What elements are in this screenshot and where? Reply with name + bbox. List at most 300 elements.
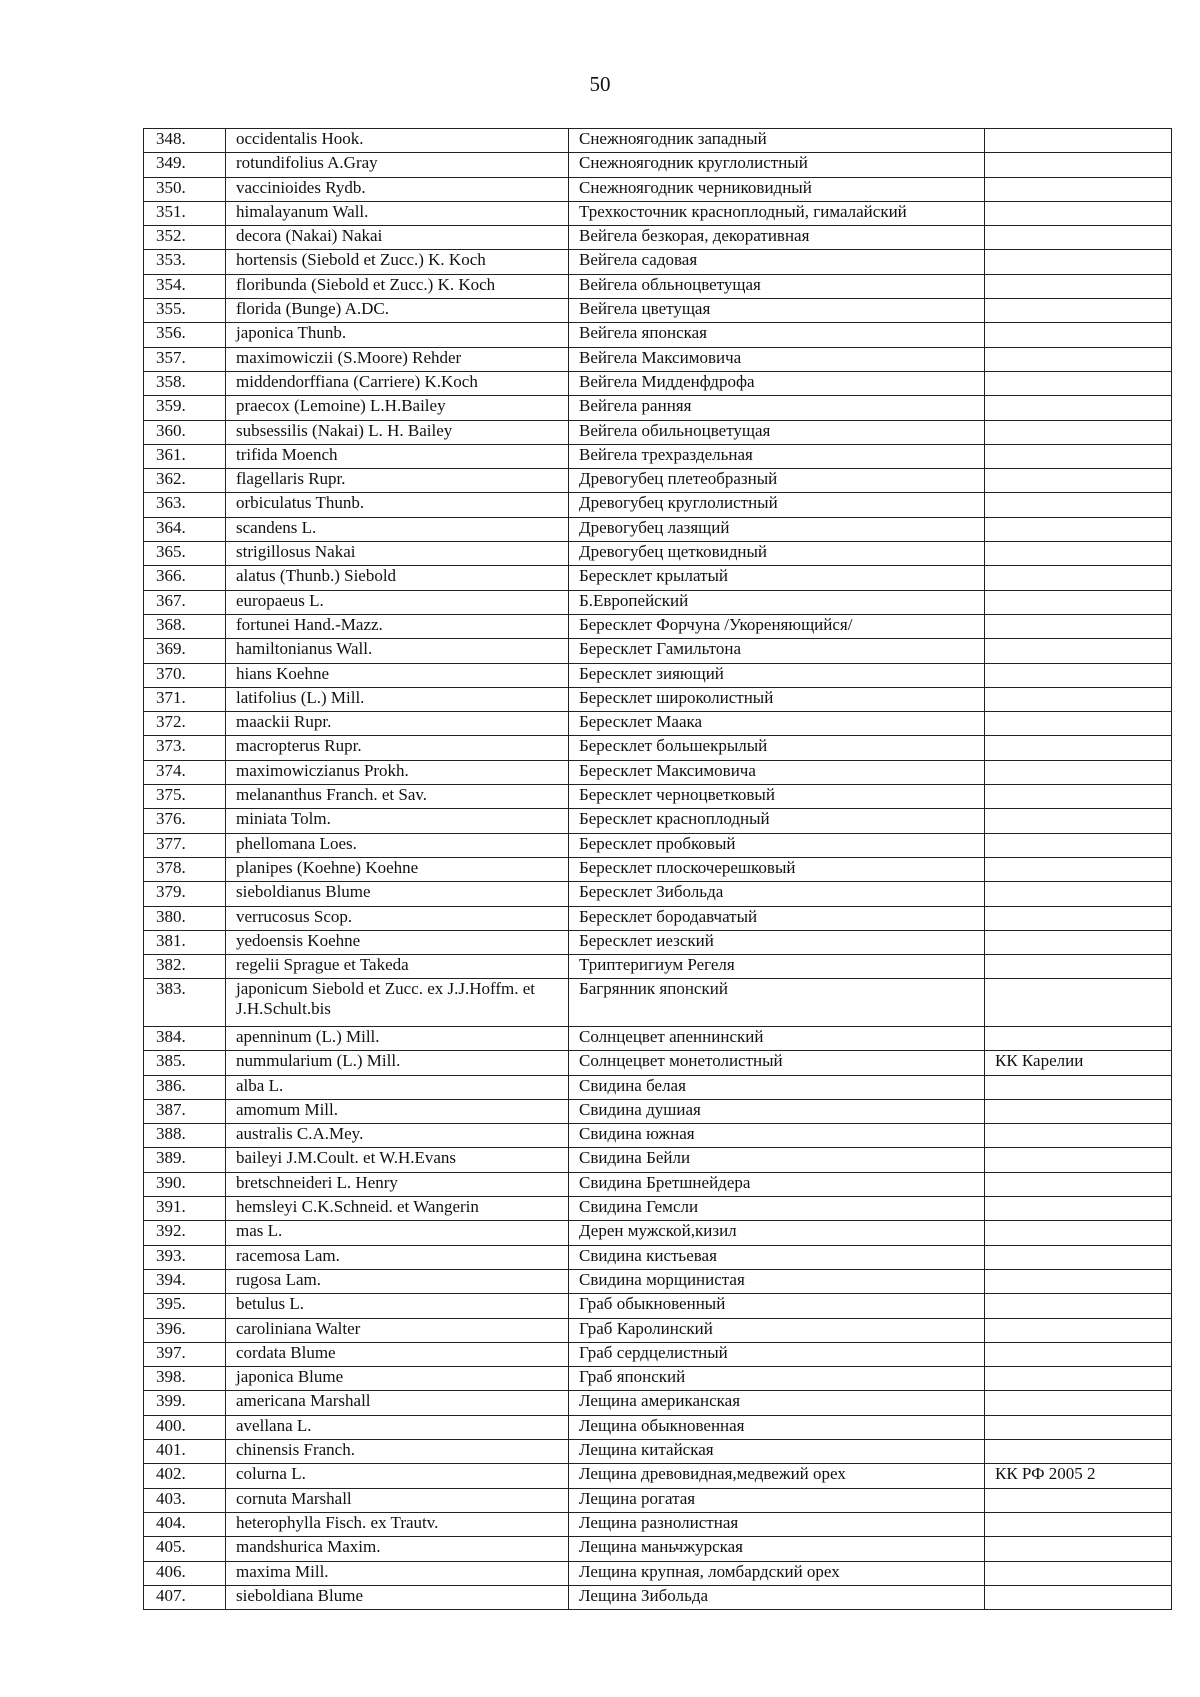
- table-row: [144, 1464, 1172, 1488]
- russian-name-cell: Бересклет пробковый: [569, 833, 985, 857]
- table-row: [144, 1099, 1172, 1123]
- row-number-cell: 389.: [144, 1148, 226, 1172]
- status-note-cell: [985, 1172, 1172, 1196]
- status-note-cell: [985, 614, 1172, 638]
- russian-name-cell: Лещина обыкновенная: [569, 1415, 985, 1439]
- table-row: [144, 1172, 1172, 1196]
- russian-name-cell: Бересклет большекрылый: [569, 736, 985, 760]
- row-number-cell: 386.: [144, 1075, 226, 1099]
- status-note-cell: [985, 1245, 1172, 1269]
- row-number-cell: 370.: [144, 663, 226, 687]
- row-number-cell: 364.: [144, 517, 226, 541]
- row-number-cell: 404.: [144, 1512, 226, 1536]
- table-row: [144, 420, 1172, 444]
- latin-name-cell: japonica Thunb.: [226, 323, 569, 347]
- russian-name-cell: Вейгела Максимовича: [569, 347, 985, 371]
- latin-name-cell: himalayanum Wall.: [226, 201, 569, 225]
- russian-name-cell: Бересклет Форчуна /Укореняющийся/: [569, 614, 985, 638]
- status-note-cell: [985, 930, 1172, 954]
- russian-name-cell: Снежноягодник круглолистный: [569, 153, 985, 177]
- russian-name-cell: Граб сердцелистный: [569, 1342, 985, 1366]
- row-number-cell: 369.: [144, 639, 226, 663]
- row-number-cell: 398.: [144, 1367, 226, 1391]
- status-note-cell: [985, 1440, 1172, 1464]
- russian-name-cell: Свидина южная: [569, 1124, 985, 1148]
- status-note-cell: [985, 1561, 1172, 1585]
- row-number-cell: 362.: [144, 469, 226, 493]
- russian-name-cell: Вейгела японская: [569, 323, 985, 347]
- latin-name-cell: racemosa Lam.: [226, 1245, 569, 1269]
- russian-name-cell: Лещина американская: [569, 1391, 985, 1415]
- latin-name-cell: maximowiczianus Prokh.: [226, 760, 569, 784]
- row-number-cell: 381.: [144, 930, 226, 954]
- row-number-cell: 349.: [144, 153, 226, 177]
- row-number-cell: 357.: [144, 347, 226, 371]
- table-row: [144, 1197, 1172, 1221]
- row-number-cell: 385.: [144, 1051, 226, 1075]
- russian-name-cell: Бересклет черноцветковый: [569, 785, 985, 809]
- status-note-cell: [985, 566, 1172, 590]
- table-row: [144, 736, 1172, 760]
- row-number-cell: 379.: [144, 882, 226, 906]
- russian-name-cell: Дерен мужской,кизил: [569, 1221, 985, 1245]
- status-note-cell: [985, 1124, 1172, 1148]
- row-number-cell: 358.: [144, 371, 226, 395]
- latin-name-cell: nummularium (L.) Mill.: [226, 1051, 569, 1075]
- status-note-cell: [985, 979, 1172, 1027]
- russian-name-cell: Лещина рогатая: [569, 1488, 985, 1512]
- latin-name-cell: bretschneideri L. Henry: [226, 1172, 569, 1196]
- latin-name-cell: cordata Blume: [226, 1342, 569, 1366]
- latin-name-cell: japonica Blume: [226, 1367, 569, 1391]
- status-note-cell: [985, 1269, 1172, 1293]
- row-number-cell: 380.: [144, 906, 226, 930]
- status-note-cell: [985, 1294, 1172, 1318]
- table-row: [144, 1221, 1172, 1245]
- russian-name-cell: Свидина Гемсли: [569, 1197, 985, 1221]
- russian-name-cell: Вейгела цветущая: [569, 299, 985, 323]
- table-row: [144, 177, 1172, 201]
- status-note-cell: [985, 736, 1172, 760]
- latin-name-cell: alatus (Thunb.) Siebold: [226, 566, 569, 590]
- row-number-cell: 356.: [144, 323, 226, 347]
- russian-name-cell: Вейгела садовая: [569, 250, 985, 274]
- row-number-cell: 394.: [144, 1269, 226, 1293]
- row-number-cell: 391.: [144, 1197, 226, 1221]
- row-number-cell: 397.: [144, 1342, 226, 1366]
- table-row: [144, 1488, 1172, 1512]
- russian-name-cell: Вейгела ранняя: [569, 396, 985, 420]
- russian-name-cell: Вейгела обльноцветущая: [569, 274, 985, 298]
- latin-name-cell: subsessilis (Nakai) L. H. Bailey: [226, 420, 569, 444]
- russian-name-cell: Свидина морщинистая: [569, 1269, 985, 1293]
- status-note-cell: [985, 687, 1172, 711]
- status-note-cell: [985, 542, 1172, 566]
- row-number-cell: 395.: [144, 1294, 226, 1318]
- russian-name-cell: Вейгела безкорая, декоративная: [569, 226, 985, 250]
- row-number-cell: 371.: [144, 687, 226, 711]
- status-note-cell: [985, 177, 1172, 201]
- table-row: [144, 930, 1172, 954]
- latin-name-cell: florida (Bunge) A.DC.: [226, 299, 569, 323]
- latin-name-cell: maxima Mill.: [226, 1561, 569, 1585]
- table-row: [144, 566, 1172, 590]
- latin-name-cell: alba L.: [226, 1075, 569, 1099]
- latin-name-cell: americana Marshall: [226, 1391, 569, 1415]
- latin-name-cell: maackii Rupr.: [226, 712, 569, 736]
- status-note-cell: [985, 493, 1172, 517]
- row-number-cell: 401.: [144, 1440, 226, 1464]
- status-note-cell: [985, 396, 1172, 420]
- table-row: [144, 444, 1172, 468]
- russian-name-cell: Лещина крупная, ломбардский орех: [569, 1561, 985, 1585]
- table-row: [144, 857, 1172, 881]
- table-row: [144, 517, 1172, 541]
- latin-name-cell: scandens L.: [226, 517, 569, 541]
- table-row: [144, 979, 1172, 1027]
- row-number-cell: 351.: [144, 201, 226, 225]
- row-number-cell: 400.: [144, 1415, 226, 1439]
- latin-name-cell: hortensis (Siebold et Zucc.) K. Koch: [226, 250, 569, 274]
- row-number-cell: 359.: [144, 396, 226, 420]
- status-note-cell: [985, 153, 1172, 177]
- table-row: [144, 1585, 1172, 1609]
- table-row: [144, 833, 1172, 857]
- latin-name-cell: occidentalis Hook.: [226, 129, 569, 153]
- status-note-cell: [985, 1488, 1172, 1512]
- table-row: [144, 1537, 1172, 1561]
- table-row: [144, 250, 1172, 274]
- row-number-cell: 377.: [144, 833, 226, 857]
- russian-name-cell: Бересклет Маака: [569, 712, 985, 736]
- row-number-cell: 363.: [144, 493, 226, 517]
- table-row: [144, 809, 1172, 833]
- table-row: [144, 493, 1172, 517]
- status-note-cell: [985, 469, 1172, 493]
- russian-name-cell: Свидина кистьевая: [569, 1245, 985, 1269]
- latin-name-cell: heterophylla Fisch. ex Trautv.: [226, 1512, 569, 1536]
- status-note-cell: [985, 517, 1172, 541]
- table-row: [144, 1124, 1172, 1148]
- row-number-cell: 399.: [144, 1391, 226, 1415]
- russian-name-cell: Бересклет Зибольда: [569, 882, 985, 906]
- row-number-cell: 376.: [144, 809, 226, 833]
- table-row: [144, 785, 1172, 809]
- latin-name-cell: latifolius (L.) Mill.: [226, 687, 569, 711]
- status-note-cell: [985, 1512, 1172, 1536]
- table-row: [144, 299, 1172, 323]
- latin-name-cell: praecox (Lemoine) L.H.Bailey: [226, 396, 569, 420]
- russian-name-cell: Солнцецвет апеннинский: [569, 1026, 985, 1050]
- latin-name-cell: orbiculatus Thunb.: [226, 493, 569, 517]
- status-note-cell: [985, 1026, 1172, 1050]
- row-number-cell: 353.: [144, 250, 226, 274]
- row-number-cell: 383.: [144, 979, 226, 1027]
- latin-name-cell: europaeus L.: [226, 590, 569, 614]
- status-note-cell: [985, 590, 1172, 614]
- table-row: [144, 1512, 1172, 1536]
- latin-name-cell: planipes (Koehne) Koehne: [226, 857, 569, 881]
- table-row: [144, 663, 1172, 687]
- status-note-cell: [985, 955, 1172, 979]
- table-row: [144, 712, 1172, 736]
- latin-name-cell: regelii Sprague et Takeda: [226, 955, 569, 979]
- table-row: [144, 614, 1172, 638]
- russian-name-cell: Бересклет иезский: [569, 930, 985, 954]
- russian-name-cell: Трехкосточник красноплодный, гималайский: [569, 201, 985, 225]
- table-row: [144, 201, 1172, 225]
- status-note-cell: [985, 809, 1172, 833]
- latin-name-cell: baileyi J.M.Coult. et W.H.Evans: [226, 1148, 569, 1172]
- russian-name-cell: Снежноягодник западный: [569, 129, 985, 153]
- latin-name-cell: middendorffiana (Carriere) K.Koch: [226, 371, 569, 395]
- table-row: [144, 274, 1172, 298]
- status-note-cell: [985, 274, 1172, 298]
- table-row: [144, 639, 1172, 663]
- russian-name-cell: Багрянник японский: [569, 979, 985, 1027]
- russian-name-cell: Бересклет зияющий: [569, 663, 985, 687]
- latin-name-cell: amomum Mill.: [226, 1099, 569, 1123]
- status-note-cell: [985, 1099, 1172, 1123]
- row-number-cell: 365.: [144, 542, 226, 566]
- latin-name-cell: verrucosus Scop.: [226, 906, 569, 930]
- status-note-cell: [985, 226, 1172, 250]
- status-note-cell: [985, 201, 1172, 225]
- status-note-cell: [985, 760, 1172, 784]
- table-row: [144, 371, 1172, 395]
- table-row: [144, 1294, 1172, 1318]
- row-number-cell: 372.: [144, 712, 226, 736]
- russian-name-cell: Триптеригиум Регеля: [569, 955, 985, 979]
- status-note-cell: КК РФ 2005 2: [985, 1464, 1172, 1488]
- table-row: [144, 396, 1172, 420]
- row-number-cell: 396.: [144, 1318, 226, 1342]
- table-row: [144, 347, 1172, 371]
- status-note-cell: [985, 1318, 1172, 1342]
- latin-name-cell: chinensis Franch.: [226, 1440, 569, 1464]
- status-note-cell: [985, 1415, 1172, 1439]
- latin-name-cell: caroliniana Walter: [226, 1318, 569, 1342]
- status-note-cell: [985, 639, 1172, 663]
- latin-name-cell: hemsleyi C.K.Schneid. et Wangerin: [226, 1197, 569, 1221]
- table-row: [144, 590, 1172, 614]
- russian-name-cell: Граб японский: [569, 1367, 985, 1391]
- row-number-cell: 374.: [144, 760, 226, 784]
- table-row: [144, 1561, 1172, 1585]
- species-table: [143, 128, 1172, 1610]
- latin-name-cell: colurna L.: [226, 1464, 569, 1488]
- row-number-cell: 405.: [144, 1537, 226, 1561]
- russian-name-cell: Древогубец лазящий: [569, 517, 985, 541]
- latin-name-cell: cornuta Marshall: [226, 1488, 569, 1512]
- row-number-cell: 392.: [144, 1221, 226, 1245]
- status-note-cell: [985, 1197, 1172, 1221]
- latin-name-cell: yedoensis Koehne: [226, 930, 569, 954]
- latin-name-cell: miniata Tolm.: [226, 809, 569, 833]
- table-row: [144, 882, 1172, 906]
- row-number-cell: 375.: [144, 785, 226, 809]
- latin-name-cell: rugosa Lam.: [226, 1269, 569, 1293]
- latin-name-cell: japonicum Siebold et Zucc. ex J.J.Hoffm. et J.H.Schult.bis: [226, 979, 569, 1027]
- russian-name-cell: Свидина Бретшнейдера: [569, 1172, 985, 1196]
- russian-name-cell: Древогубец плетеобразный: [569, 469, 985, 493]
- latin-name-cell: macropterus Rupr.: [226, 736, 569, 760]
- row-number-cell: 387.: [144, 1099, 226, 1123]
- russian-name-cell: Бересклет плоскочерешковый: [569, 857, 985, 881]
- row-number-cell: 406.: [144, 1561, 226, 1585]
- table-row: [144, 542, 1172, 566]
- row-number-cell: 360.: [144, 420, 226, 444]
- status-note-cell: [985, 250, 1172, 274]
- row-number-cell: 373.: [144, 736, 226, 760]
- latin-name-cell: strigillosus Nakai: [226, 542, 569, 566]
- row-number-cell: 355.: [144, 299, 226, 323]
- species-table-body: [144, 129, 1172, 1610]
- table-row: [144, 1318, 1172, 1342]
- status-note-cell: [985, 1221, 1172, 1245]
- latin-name-cell: vaccinioides Rydb.: [226, 177, 569, 201]
- status-note-cell: [985, 299, 1172, 323]
- row-number-cell: 403.: [144, 1488, 226, 1512]
- russian-name-cell: Вейгела обильноцветущая: [569, 420, 985, 444]
- latin-name-cell: sieboldiana Blume: [226, 1585, 569, 1609]
- russian-name-cell: Бересклет широколистный: [569, 687, 985, 711]
- table-row: [144, 1245, 1172, 1269]
- row-number-cell: 366.: [144, 566, 226, 590]
- row-number-cell: 402.: [144, 1464, 226, 1488]
- table-row: [144, 760, 1172, 784]
- table-row: [144, 1269, 1172, 1293]
- table-row: [144, 153, 1172, 177]
- row-number-cell: 367.: [144, 590, 226, 614]
- table-row: [144, 955, 1172, 979]
- latin-name-cell: rotundifolius A.Gray: [226, 153, 569, 177]
- russian-name-cell: Бересклет крылатый: [569, 566, 985, 590]
- russian-name-cell: Лещина маньчжурская: [569, 1537, 985, 1561]
- row-number-cell: 388.: [144, 1124, 226, 1148]
- row-number-cell: 350.: [144, 177, 226, 201]
- latin-name-cell: floribunda (Siebold et Zucc.) K. Koch: [226, 274, 569, 298]
- latin-name-cell: hians Koehne: [226, 663, 569, 687]
- status-note-cell: [985, 347, 1172, 371]
- russian-name-cell: Бересклет Гамильтона: [569, 639, 985, 663]
- latin-name-cell: decora (Nakai) Nakai: [226, 226, 569, 250]
- latin-name-cell: phellomana Loes.: [226, 833, 569, 857]
- russian-name-cell: Граб Каролинский: [569, 1318, 985, 1342]
- row-number-cell: 354.: [144, 274, 226, 298]
- page-number: 50: [589, 72, 611, 96]
- status-note-cell: [985, 444, 1172, 468]
- row-number-cell: 393.: [144, 1245, 226, 1269]
- russian-name-cell: Снежноягодник черниковидный: [569, 177, 985, 201]
- table-row: [144, 1391, 1172, 1415]
- row-number-cell: 382.: [144, 955, 226, 979]
- table-row: [144, 1148, 1172, 1172]
- table-row: [144, 687, 1172, 711]
- row-number-cell: 407.: [144, 1585, 226, 1609]
- russian-name-cell: Свидина Бейли: [569, 1148, 985, 1172]
- status-note-cell: [985, 663, 1172, 687]
- status-note-cell: [985, 1342, 1172, 1366]
- row-number-cell: 368.: [144, 614, 226, 638]
- table-row: [144, 1415, 1172, 1439]
- row-number-cell: 384.: [144, 1026, 226, 1050]
- status-note-cell: [985, 882, 1172, 906]
- russian-name-cell: Бересклет бородавчатый: [569, 906, 985, 930]
- latin-name-cell: maximowiczii (S.Moore) Rehder: [226, 347, 569, 371]
- latin-name-cell: melananthus Franch. et Sav.: [226, 785, 569, 809]
- status-note-cell: [985, 371, 1172, 395]
- russian-name-cell: Свидина душиая: [569, 1099, 985, 1123]
- russian-name-cell: Лещина разнолистная: [569, 1512, 985, 1536]
- latin-name-cell: betulus L.: [226, 1294, 569, 1318]
- status-note-cell: [985, 906, 1172, 930]
- table-row: [144, 469, 1172, 493]
- status-note-cell: [985, 785, 1172, 809]
- table-row: [144, 226, 1172, 250]
- russian-name-cell: Лещина Зибольда: [569, 1585, 985, 1609]
- row-number-cell: 361.: [144, 444, 226, 468]
- latin-name-cell: mas L.: [226, 1221, 569, 1245]
- status-note-cell: [985, 129, 1172, 153]
- row-number-cell: 390.: [144, 1172, 226, 1196]
- russian-name-cell: Древогубец щетковидный: [569, 542, 985, 566]
- latin-name-cell: trifida Moench: [226, 444, 569, 468]
- latin-name-cell: apenninum (L.) Mill.: [226, 1026, 569, 1050]
- status-note-cell: [985, 1585, 1172, 1609]
- latin-name-cell: flagellaris Rupr.: [226, 469, 569, 493]
- russian-name-cell: Древогубец круглолистный: [569, 493, 985, 517]
- russian-name-cell: Вейгела трехраздельная: [569, 444, 985, 468]
- table-row: [144, 1342, 1172, 1366]
- latin-name-cell: sieboldianus Blume: [226, 882, 569, 906]
- latin-name-cell: hamiltonianus Wall.: [226, 639, 569, 663]
- table-row: [144, 1440, 1172, 1464]
- table-row: [144, 1075, 1172, 1099]
- status-note-cell: КК Карелии: [985, 1051, 1172, 1075]
- status-note-cell: [985, 1075, 1172, 1099]
- row-number-cell: 348.: [144, 129, 226, 153]
- latin-name-cell: australis C.A.Mey.: [226, 1124, 569, 1148]
- russian-name-cell: Лещина древовидная,медвежий орех: [569, 1464, 985, 1488]
- russian-name-cell: Бересклет Максимовича: [569, 760, 985, 784]
- russian-name-cell: Лещина китайская: [569, 1440, 985, 1464]
- russian-name-cell: Бересклет красноплодный: [569, 809, 985, 833]
- status-note-cell: [985, 1537, 1172, 1561]
- latin-name-cell: fortunei Hand.-Mazz.: [226, 614, 569, 638]
- russian-name-cell: Граб обыкновенный: [569, 1294, 985, 1318]
- status-note-cell: [985, 712, 1172, 736]
- table-row: [144, 1026, 1172, 1050]
- table-row: [144, 129, 1172, 153]
- latin-name-cell: avellana L.: [226, 1415, 569, 1439]
- status-note-cell: [985, 857, 1172, 881]
- row-number-cell: 352.: [144, 226, 226, 250]
- table-row: [144, 323, 1172, 347]
- table-row: [144, 906, 1172, 930]
- russian-name-cell: Вейгела Мидденфдрофа: [569, 371, 985, 395]
- russian-name-cell: Б.Европейский: [569, 590, 985, 614]
- status-note-cell: [985, 833, 1172, 857]
- row-number-cell: 378.: [144, 857, 226, 881]
- russian-name-cell: Свидина белая: [569, 1075, 985, 1099]
- status-note-cell: [985, 420, 1172, 444]
- status-note-cell: [985, 1367, 1172, 1391]
- table-row: [144, 1367, 1172, 1391]
- status-note-cell: [985, 323, 1172, 347]
- status-note-cell: [985, 1391, 1172, 1415]
- table-row: [144, 1051, 1172, 1075]
